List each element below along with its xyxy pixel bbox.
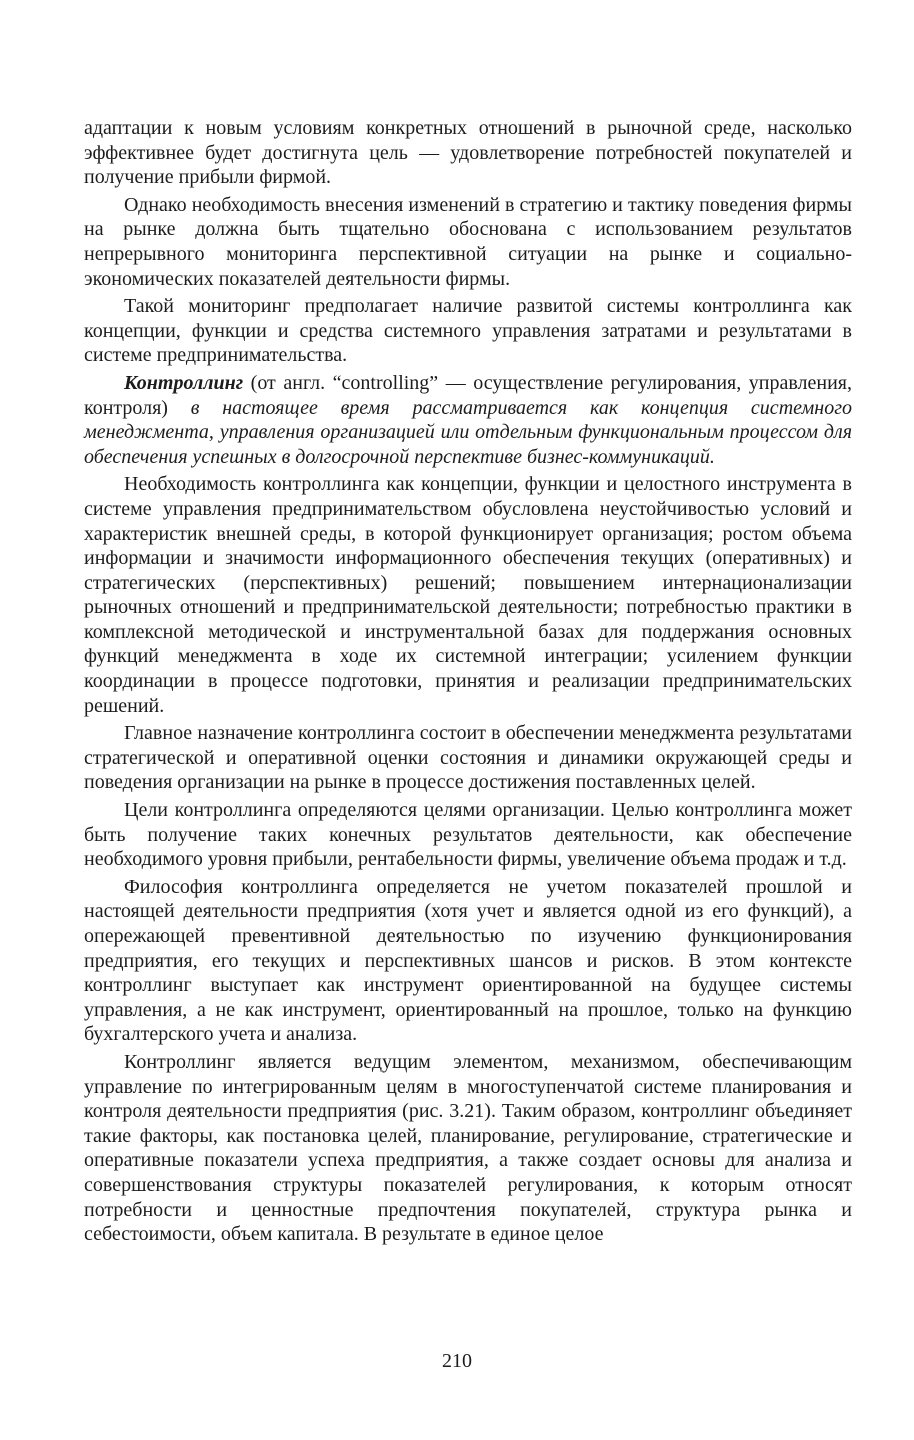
page-body [84,116,852,1416]
paragraph-7: Цели контроллинга определяются целями организации. Целью контроллинга может быть получение таких конечных результатов деятельности, как обеспечение необходимого уровня прибыли, рентабельности фирмы, увеличение объема продаж и т.д. [84,799,852,871]
paragraph-1: адаптации к новым условиям конкретных отношений в рыночной среде, насколько эффективнее будет достигнута цель — удовлетворение потребностей покупателей и получение прибыли фирмой. [84,117,852,189]
definition-plain: (от англ. “controlling” — осуществление регулирования, управления, контроля) [84,371,852,419]
paragraph-5: Необходимость контроллинга как концепции, функции и целостного инструмента в системе управления предпринимательством обусловлена неустойчивостью условий и характеристик внешней среды, в которой функционирует организация; ростом объема информации и значимости информационного обеспечения текущих (оперативных) и стратегических (перспективных) решений; повышением интернационализации рыночных отношений и предпринимательской деятельности; потребностью практики в комплексной методической и инструментальной базах для поддержания основных функций менеджмента в ходе их системной интеграции; усилением функции координации в процессе подготовки, принятия и реализации предпринимательских решений. [84,473,852,717]
paragraph-9: Контроллинг является ведущим элементом, механизмом, обеспечивающим управление по интегрированным целям в многоступенчатой системе планирования и контроля деятельности предприятия (рис. 3.21). Таким образом, контроллинг объединяет такие факторы, как постановка целей, планирование, регулирование, стратегические и оперативные показатели успеха предприятия, а также создает основы для анализа и совершенствования структуры показателей регулирования, к которым относят потребности и ценностные предпочтения покупателей, структура рынка и себестоимости, объем капитала. В результате в единое целое [84,1050,852,1246]
definition-italic: в настоящее время рассматривается как концепция системного менеджмента, управления организацией или отдельным функциональным процессом для обеспечения успешных в долгосрочной перспективе бизнес-коммуникаций. [84,396,852,468]
paragraph-2: Однако необходимость внесения изменений в стратегию и тактику поведения фирмы на рынке должна быть тщательно обоснована с использованием результатов непрерывного мониторинга перспективной ситуации на рынке и социально-экономических показателей деятельности фирмы. [84,193,852,290]
defined-term: Контроллинг [124,371,244,394]
paragraph-6: Главное назначение контроллинга состоит в обеспечении менеджмента результатами стратегической и оперативной оценки состояния и динамики окружающей среды и поведения организации на рынке в процессе достижения поставленных целей. [84,722,852,794]
paragraph-8: Философия контроллинга определяется не учетом показателей прошлой и настоящей деятельности предприятия (хотя учет и является одной из его функций), а опережающей превентивной деятельностью по изучению функционирования предприятия, его текущих и перспективных шансов и рисков. В этом контексте контроллинг выступает как инструмент ориентированной на будущее системы управления, а не как инструмент, ориентированный на прошлое, только на функцию бухгалтерского учета и анализа. [84,875,852,1046]
page-number: 210 [442,1350,472,1372]
paragraph-definition [84,371,852,469]
paragraph-3: Такой мониторинг предполагает наличие развитой системы контроллинга как концепции, функции и средства системного управления затратами и результатами в системе предпринимательства. [84,295,852,367]
